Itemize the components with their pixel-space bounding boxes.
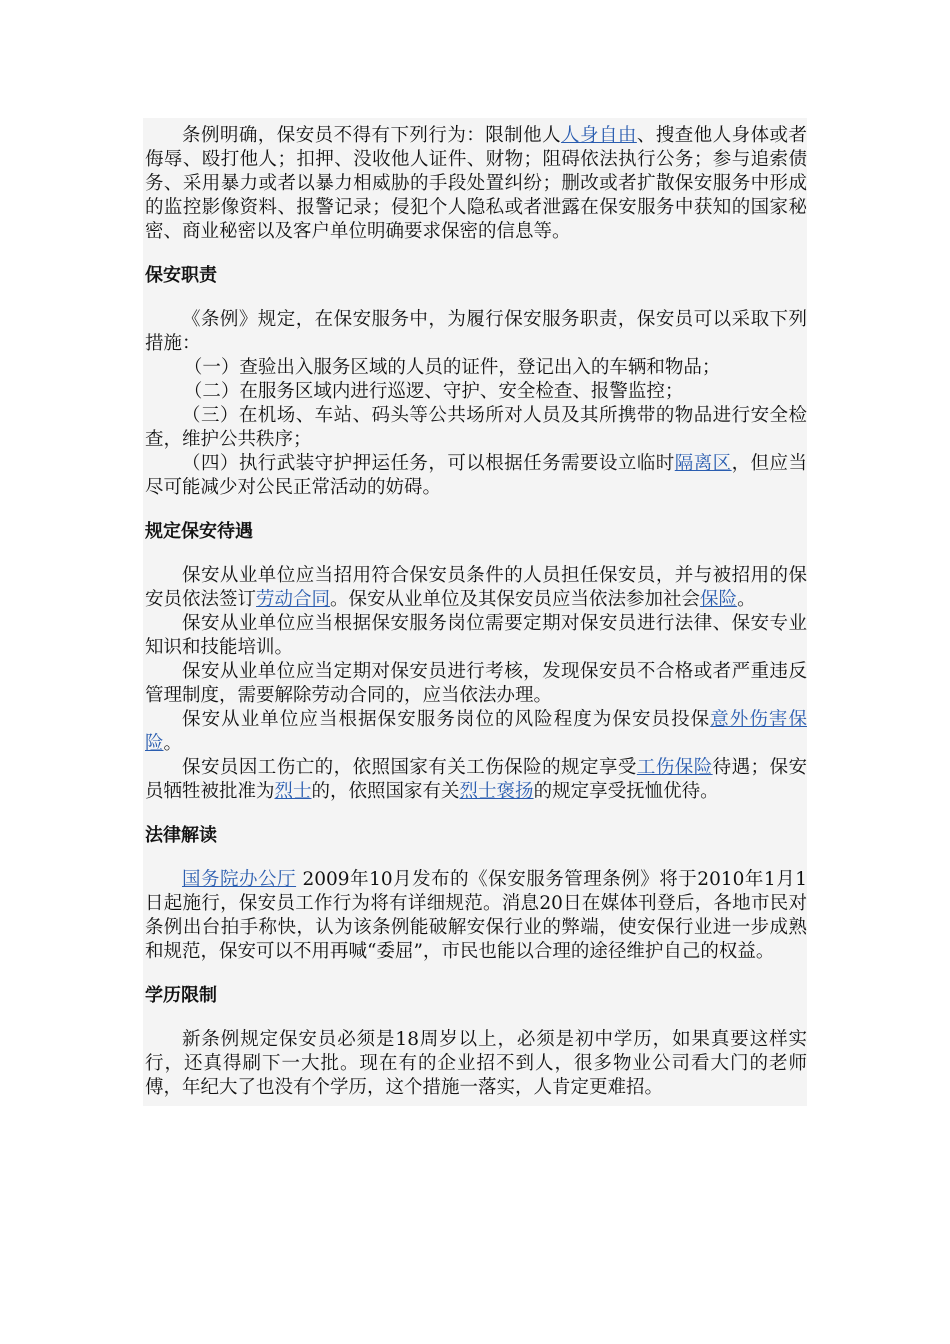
paragraph-legal-interpretation: 国务院办公厅 2009年10月发布的《保安服务管理条例》将于2010年1月1日起施行，保安员工作行为将有详细规范。消息20日在媒体刊登后，各地市民对条例出台拍手称快，认为该条例能破解安保行业的弊端，使安保行业进一步成熟和规范，保安可以不用再喊“委屈”，市民也能以合理的途径维护自己的权益。 (145, 869, 807, 962)
paragraph-training: 保安从业单位应当根据保安服务岗位需要定期对保安员进行法律、保安专业知识和技能培训。 (145, 613, 807, 658)
heading-education-limit: 学历限制 (145, 985, 217, 1006)
paragraph-education-limit: 新条例规定保安员必须是18周岁以上，必须是初中学历，如果真要这样实行，还真得刷下一大批。现在有的企业招不到人，很多物业公司看大门的老师傅，年纪大了也没有个学历，这个措施一落实，人肯定更难招。 (145, 1029, 807, 1098)
heading-treatment: 规定保安待遇 (145, 521, 253, 542)
duty-item-3: （三）在机场、车站、码头等公共场所对人员及其所携带的物品进行安全检查，维护公共秩序； (145, 405, 807, 450)
duty-item-4: （四）执行武装守护押运任务，可以根据任务需要设立临时隔离区，但应当尽可能减少对公民正常活动的妨碍。 (145, 453, 807, 498)
duty-item-2: （二）在服务区域内进行巡逻、守护、安全检查、报警监控； (183, 381, 684, 402)
heading-legal-interpretation: 法律解读 (145, 825, 217, 846)
duty-item-1: （一）查验出入服务区域的人员的证件，登记出入的车辆和物品； (183, 357, 721, 378)
paragraph-work-injury: 保安员因工伤亡的，依照国家有关工伤保险的规定享受工伤保险待遇；保安员牺牲被批准为烈士的，依照国家有关烈士褒扬的规定享受抚恤优待。 (145, 757, 807, 802)
paragraph-accident-insurance: 保安从业单位应当根据保安服务岗位的风险程度为保安员投保意外伤害保险。 (145, 709, 807, 754)
link-work-injury-insurance[interactable]: 工伤保险 (636, 757, 713, 778)
paragraph-prohibited-acts: 条例明确，保安员不得有下列行为：限制他人人身自由、搜查他人身体或者侮辱、殴打他人；扣押、没收他人证件、财物；阻碍依法执行公务；参与追索债务、采用暴力或者以暴力相威胁的手段处置纠纷；删改或者扩散保安服务中形成的监控影像资料、报警记录；侵犯个人隐私或者泄露在保安服务中获知的国家秘密、商业秘密以及客户单位明确要求保密的信息等。 (145, 125, 807, 242)
article-body (143, 118, 807, 1106)
paragraph-labor-contract: 保安从业单位应当招用符合保安员条件的人员担任保安员，并与被招用的保安员依法签订劳动合同。保安从业单位及其保安员应当依法参加社会保险。 (145, 565, 807, 610)
link-insurance[interactable]: 保险 (700, 589, 738, 610)
link-personal-freedom[interactable]: 人身自由 (561, 125, 637, 146)
link-martyr-commendation[interactable]: 烈士褒扬 (459, 781, 534, 802)
paragraph-assessment: 保安从业单位应当定期对保安员进行考核，发现保安员不合格或者严重违反管理制度，需要解除劳动合同的，应当依法办理。 (145, 661, 807, 706)
heading-duties: 保安职责 (145, 265, 217, 286)
link-martyr[interactable]: 烈士 (274, 781, 312, 802)
link-state-council-office[interactable]: 国务院办公厅 (182, 869, 297, 890)
paragraph-duties-intro: 《条例》规定，在保安服务中，为履行保安服务职责，保安员可以采取下列措施： (145, 309, 807, 354)
link-isolation-zone[interactable]: 隔离区 (674, 453, 732, 474)
link-labor-contract[interactable]: 劳动合同 (256, 589, 331, 610)
link-accident-insurance[interactable]: 意外伤害保险 (145, 709, 807, 754)
